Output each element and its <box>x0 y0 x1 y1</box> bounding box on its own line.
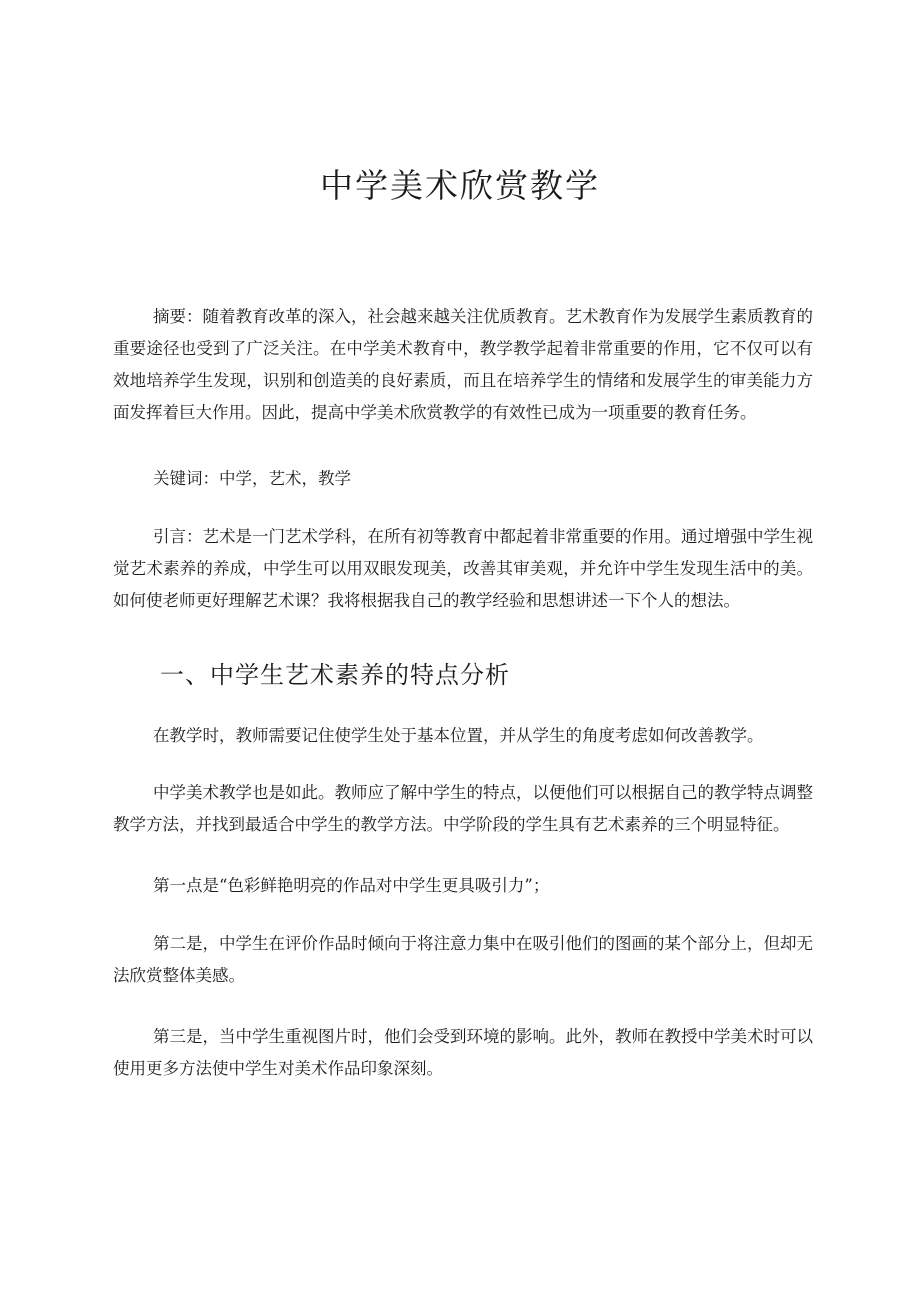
point-one: 第一点是“色彩鲜艳明亮的作品对中学生更具吸引力”； <box>153 876 550 895</box>
document-title: 中学美术欣赏教学 <box>320 166 600 205</box>
paragraph-teaching-position: 在教学时，教师需要记住使学生处于基本位置，并从学生的角度考虑如何改善教学。 <box>153 726 764 745</box>
point-two: 第二是，中学生在评价作品时倾向于将注意力集中在吸引他们的图画的某个部分上，但却无法欣赏整体美感。 <box>113 934 813 985</box>
keywords-line: 关键词：中学，艺术，教学 <box>153 469 351 488</box>
introduction-paragraph: 引言：艺术是一门艺术学科，在所有初等教育中都起着非常重要的作用。通过增强中学生视觉艺术素养的养成，中学生可以用双眼发现美，改善其审美观，并允许中学生发现生活中的美。如何使老师更好理解艺术课？我将根据我自己的教学经验和思想讲述一下个人的想法。 <box>113 527 813 610</box>
section-1-heading: 一、中学生艺术素养的特点分析 <box>160 661 510 689</box>
point-three: 第三是，当中学生重视图片时，他们会受到环境的影响。此外，教师在教授中学美术时可以使用更多方法使中学生对美术作品印象深刻。 <box>113 1027 813 1078</box>
abstract-paragraph: 摘要：随着教育改革的深入，社会越来越关注优质教育。艺术教育作为发展学生素质教育的重要途径也受到了广泛关注。在中学美术教育中，教学教学起着非常重要的作用，它不仅可以有效地培养学生发现，识别和创造美的良好素质，而且在培养学生的情绪和发展学生的审美能力方面发挥着巨大作用。因此，提高中学美术欣赏教学的有效性已成为一项重要的教育任务。 <box>113 307 813 422</box>
paragraph-middle-school-art: 中学美术教学也是如此。教师应了解中学生的特点，以便他们可以根据自己的教学特点调整教学方法，并找到最适合中学生的教学方法。中学阶段的学生具有艺术素养的三个明显特征。 <box>113 783 813 834</box>
